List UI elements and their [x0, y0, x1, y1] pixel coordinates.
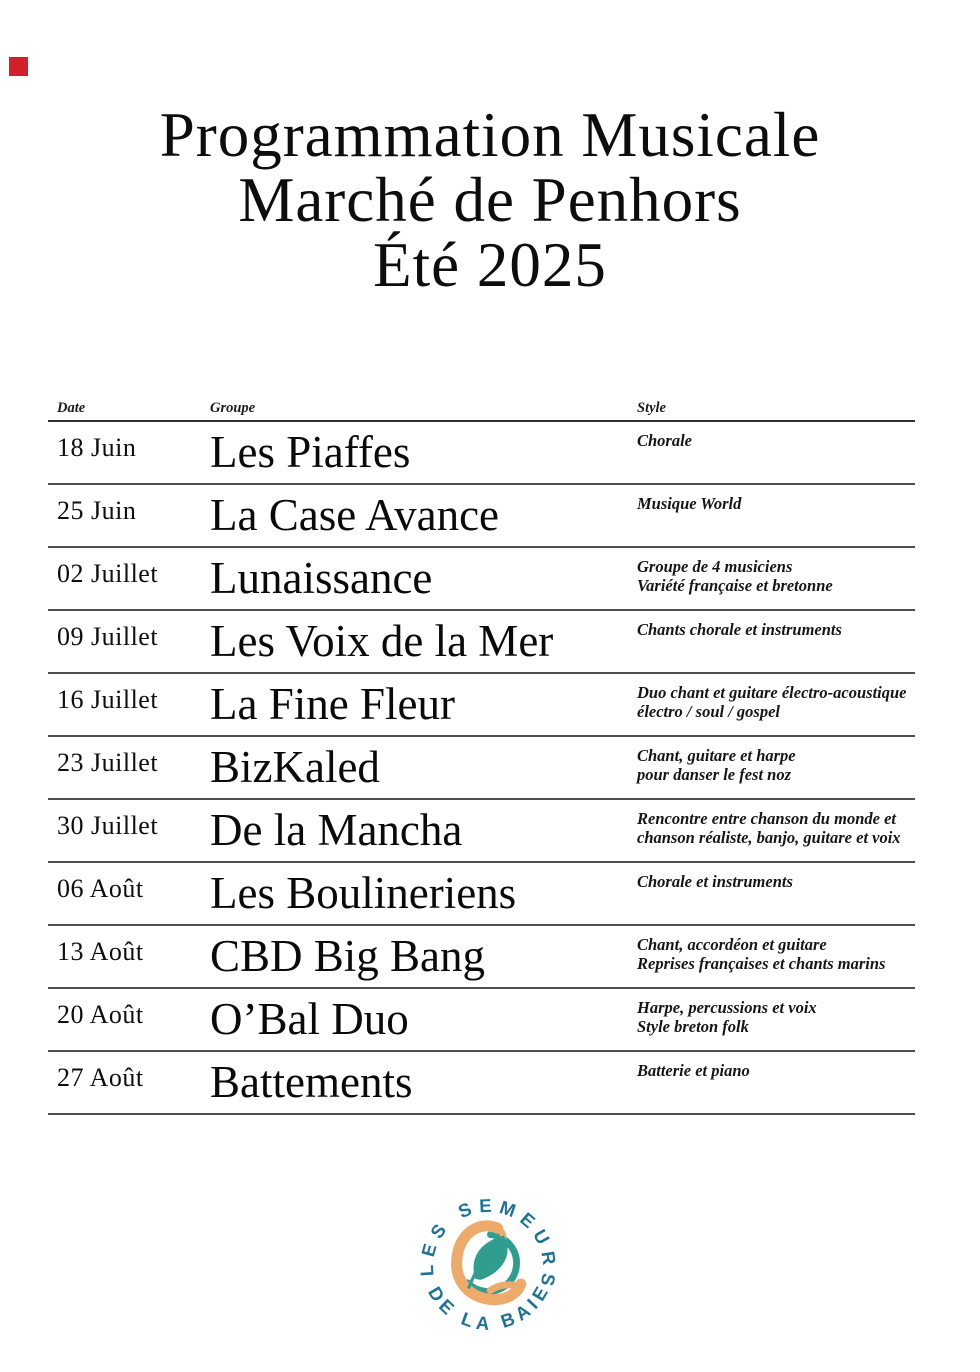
style-line: Musique World [637, 494, 742, 513]
event-date: 13 Août [57, 937, 144, 966]
event-style [637, 674, 915, 721]
les-semeurs-de-la-baie-logo [414, 1189, 562, 1337]
style-line: Rencontre entre chanson du monde et [637, 809, 896, 828]
style-line: Batterie et piano [637, 1061, 750, 1080]
table-row [48, 737, 915, 800]
event-style [637, 1052, 915, 1080]
event-date: 02 Juillet [57, 559, 159, 588]
red-annotation-marker [9, 57, 28, 76]
event-style [637, 926, 915, 973]
event-style [637, 611, 915, 639]
column-header-group: Groupe [210, 400, 256, 416]
logo-arc-top-text: LES SEMEURS [415, 1194, 561, 1288]
style-line: pour danser le fest noz [637, 765, 792, 784]
event-date: 30 Juillet [57, 811, 159, 840]
table-row [48, 926, 915, 989]
event-date: 27 Août [57, 1063, 144, 1092]
schedule-rows [48, 422, 915, 1115]
event-group-name: Les Piaffes [210, 427, 411, 477]
logo-arc-bottom-text: DE LA BAIE [424, 1282, 552, 1334]
table-row [48, 611, 915, 674]
style-line: Chant, accordéon et guitare [637, 935, 827, 954]
table-row [48, 422, 915, 485]
event-style [637, 548, 915, 595]
page-title [0, 100, 980, 300]
event-group-name: Les Boulineriens [210, 868, 517, 918]
event-group-name: O’Bal Duo [210, 994, 409, 1044]
table-header-row [48, 400, 915, 422]
title-line-2: Marché de Penhors [238, 165, 742, 235]
event-date: 25 Juin [57, 496, 137, 525]
event-style [637, 863, 915, 891]
event-style [637, 485, 915, 513]
style-line: Chorale [637, 431, 693, 450]
event-date: 06 Août [57, 874, 144, 903]
title-line-3: Été 2025 [373, 230, 607, 300]
style-line: Groupe de 4 musiciens [637, 557, 793, 576]
event-group-name: La Fine Fleur [210, 679, 455, 729]
style-line: Chants chorale et instruments [637, 620, 842, 639]
table-row [48, 674, 915, 737]
event-group-name: De la Mancha [210, 805, 463, 855]
style-line: Style breton folk [637, 1017, 749, 1036]
style-line: Chorale et instruments [637, 872, 793, 891]
schedule-table [48, 400, 915, 1115]
style-line: Reprises françaises et chants marins [637, 954, 886, 973]
event-style [637, 800, 915, 847]
style-line: Variété française et bretonne [637, 576, 833, 595]
table-row [48, 548, 915, 611]
event-date: 18 Juin [57, 433, 137, 462]
table-row [48, 800, 915, 863]
event-group-name: CBD Big Bang [210, 931, 486, 981]
logo-graphic [414, 1189, 562, 1337]
style-line: Duo chant et guitare électro-acoustique [637, 683, 907, 702]
title-line-1: Programmation Musicale [159, 100, 821, 170]
table-row [48, 485, 915, 548]
event-style [637, 422, 915, 450]
table-row [48, 863, 915, 926]
event-date: 23 Juillet [57, 748, 159, 777]
event-date: 20 Août [57, 1000, 144, 1029]
table-row [48, 989, 915, 1052]
event-style [637, 989, 915, 1036]
style-line: Harpe, percussions et voix [637, 998, 817, 1017]
event-date: 16 Juillet [57, 685, 159, 714]
style-line: chanson réaliste, banjo, guitare et voix [637, 828, 901, 847]
event-group-name: La Case Avance [210, 490, 500, 540]
event-date: 09 Juillet [57, 622, 159, 651]
logo-leaf-icon [474, 1236, 508, 1280]
event-group-name: Lunaissance [210, 553, 433, 603]
style-line: électro / soul / gospel [637, 702, 780, 721]
event-group-name: BizKaled [210, 742, 380, 792]
style-line: Chant, guitare et harpe [637, 746, 796, 765]
table-row [48, 1052, 915, 1115]
event-group-name: Les Voix de la Mer [210, 616, 554, 666]
event-style [637, 737, 915, 784]
event-group-name: Battements [210, 1057, 413, 1107]
column-header-date: Date [57, 400, 86, 416]
column-header-style: Style [637, 400, 666, 416]
